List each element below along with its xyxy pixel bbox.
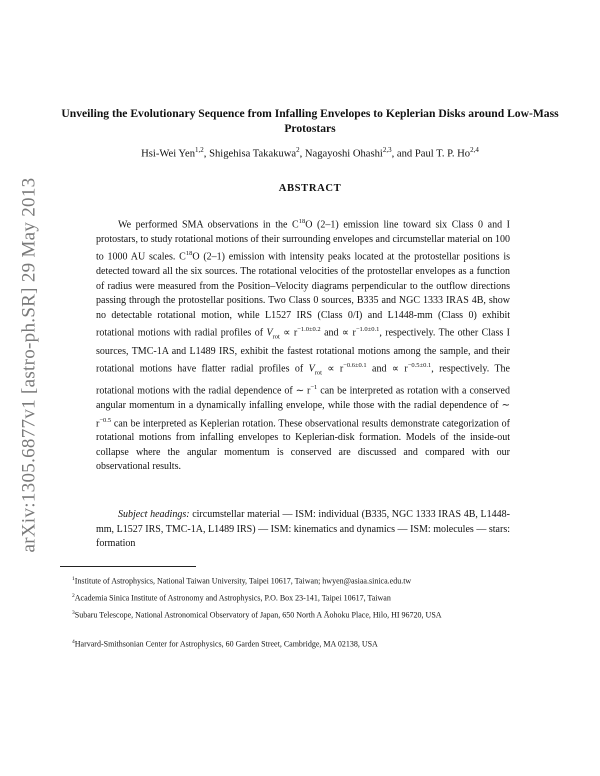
footnote-divider bbox=[60, 566, 196, 567]
author-affiliation: 2 bbox=[296, 146, 300, 154]
footnote: $^2$Academia Sinica Institute of Astronomy and Astrophysics, P.O. Box 23-141, Taipei 10617, Taiwan bbox=[72, 593, 391, 603]
author-name: Nagayoshi Ohashi bbox=[304, 148, 383, 160]
author-name: Paul T. P. Ho bbox=[414, 148, 471, 160]
arxiv-stamp bbox=[14, 165, 44, 565]
abstract-body: We performed SMA observations in the $C^{18}O$ (2–1) emission line toward six Class 0 and I protostars, to study rotational motions of their surrounding envelopes and circumstellar material on 100 to 1000 AU scales. $C^{18}O$ (2–1) emission with intensity peaks located at the protostellar positions is detected toward all the six sources. The rotational velocities of the protostellar envelopes as a function of radius were measured from the Position–Velocity diagrams perpendicular to the outflow directions passing through the protostellar positions. Two Class 0 sources, B335 and NGC 1333 IRAS 4B, show no detectable rotational motion, while L1527 IRS (Class 0/I) and L1448-mm (Class 0) exhibit rotational motions with radial profiles of $V_{rot} \propto r^{-1.0\pm 0.2}$ and ∝ $r^{-1.0\pm 0.1}$, respectively. The other Class I sources, TMC-1A and L1489 IRS, exhibit the fastest rotational motions among the sample, and their rotational motions have flatter radial profiles of $V_{rot} \propto r^{-0.6\pm 0.1}$ and ∝ $r^{-0.5\pm 0.1}$, respectively. The rotational motions with the radial dependence of ∼ $r^{-1}$ can be interpreted as rotation with a conserved angular momentum in a dynamically infalling envelope, while those with the radial dependence of ∼ $r^{-0.5}$ can be interpreted as Keplerian rotation. These observational results demonstrate categorization of rotational motions from infalling envelopes to Keplerian-disk formation. Models of the inside-out collapse where the angular momentum is conserved are discussed and compared with our observational results. bbox=[96, 218, 511, 473]
footnote: $^3$Subaru Telescope, National Astronomical Observatory of Japan, 650 North A Āohoku Place, Hilo, HI 96720, USA bbox=[72, 610, 442, 620]
author-affiliation: 2,4 bbox=[470, 146, 479, 154]
abstract-heading: ABSTRACT bbox=[278, 183, 342, 194]
subject-headings-label: Subject headings: bbox=[118, 509, 190, 520]
subject-headings bbox=[96, 508, 510, 552]
author-list: Hsi-Wei Yen$^{1,2}$, Shigehisa Takakuwa$^2$, Nagayoshi Ohashi$^{2,3}$, and Paul T. P. Ho$^{2,4}$ bbox=[141, 146, 479, 160]
paper-title: Unveiling the Evolutionary Sequence from Infalling Envelopes to Keplerian Disks around Low-Mass Protostars bbox=[61, 107, 559, 135]
author-name: Hsi-Wei Yen bbox=[141, 148, 196, 160]
author-name: Shigehisa Takakuwa bbox=[209, 148, 297, 160]
footnote: $^1$Institute of Astrophysics, National Taiwan University, Taipei 10617, Taiwan; hwyen@asiaa.sinica.edu.tw bbox=[72, 576, 412, 586]
subject-headings-text: circumstellar material — ISM: individual (B335, NGC 1333 IRAS 4B, L1448-mm, L1527 IRS, TMC-1A, L1489 IRS) — ISM: kinematics and dynamics — ISM: molecules — stars: formation bbox=[96, 509, 510, 549]
author-affiliation: 1,2 bbox=[195, 146, 204, 154]
author-affiliation: 2,3 bbox=[382, 146, 392, 154]
footnote: $^4$Harvard-Smithsonian Center for Astrophysics, 60 Garden Street, Cambridge, MA 02138, USA bbox=[72, 639, 378, 649]
arxiv-id: arXiv:1305.6877v1 [astro-ph.SR] 29 May 2013 bbox=[18, 177, 40, 553]
